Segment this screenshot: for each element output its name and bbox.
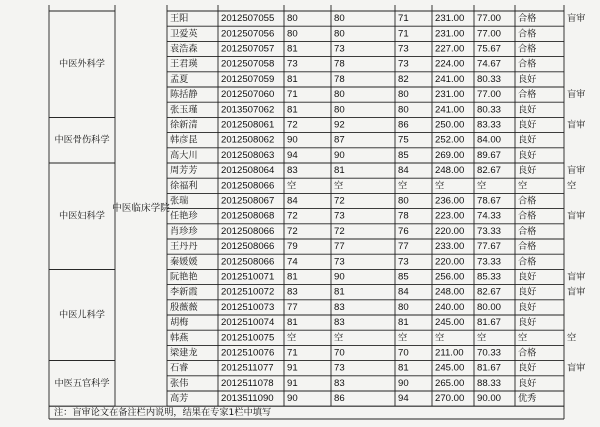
table-cell: 227.00 [435,43,465,55]
table-cell: 84 [398,286,409,298]
table-cell: 70 [398,347,409,359]
table-cell: 合格 [518,195,537,207]
table-cell: 高芳 [170,393,189,405]
table-cell: 91 [287,362,298,374]
table-cell: 良好 [518,134,537,146]
table-cell: 81 [334,286,345,298]
table-cell: 王君瑛 [170,58,198,70]
table-cell: 盲审 [567,362,586,374]
table-cell: 2012507057 [221,43,275,55]
table-cell: 92 [334,119,345,131]
table-cell: 盲审 [567,119,586,131]
table-cell: 2013507062 [221,104,275,116]
table-cell: 81 [398,362,409,374]
table-cell: 合格 [518,13,537,25]
table-cell: 89.67 [477,149,502,161]
table-cell: 270.00 [435,393,465,405]
table-cell: 81 [287,104,298,116]
table-cell: 阮艳艳 [170,271,198,283]
table-cell: 75 [398,134,409,146]
table-cell: 248.00 [435,286,465,298]
table-cell: 2012508067 [221,195,275,207]
table-cell: 70.33 [477,347,502,359]
table-cell: 240.00 [435,301,465,313]
department-name: 中医外科学 [59,58,105,70]
table-cell: 卫爱英 [170,28,198,40]
table-cell: 94 [398,393,409,405]
table-cell: 90 [287,134,298,146]
table-cell: 76 [398,225,409,237]
table-cell: 81 [287,73,298,85]
table-cell: 81 [334,165,345,177]
table-cell: 2012510072 [221,286,275,298]
table-cell: 合格 [518,241,537,253]
table-cell: 77.00 [477,13,502,25]
table-cell: 256.00 [435,271,465,283]
table-cell: 83 [334,317,345,329]
table-cell: 合格 [518,43,537,55]
table-cell: 73 [398,58,409,70]
table-cell: 72 [287,210,298,222]
table-cell: 82.67 [477,286,502,298]
table-cell: 肖珍珍 [170,225,198,237]
table-cell: 231.00 [435,89,465,101]
table-cell: 王阳 [170,13,189,25]
table-cell: 90.00 [477,393,502,405]
table-cell: 袁浩森 [170,43,198,55]
table-cell: 80 [287,28,298,40]
table-cell: 秦媛媛 [170,256,198,268]
table-cell: 合格 [518,347,537,359]
table-cell: 73 [334,362,345,374]
table-cell: 盲审 [567,165,586,177]
table-cell: 245.00 [435,317,465,329]
department-name: 中医儿科学 [59,309,105,321]
table-cell: 78 [334,73,345,85]
table-cell: 269.00 [435,149,465,161]
table-cell: 81 [287,271,298,283]
table-cell: 2012510074 [221,317,275,329]
table-cell: 石睿 [170,362,189,374]
table-cell: 合格 [518,58,537,70]
table-cell: 88.33 [477,377,502,389]
table-cell: 2012508064 [221,165,275,177]
table-cell: 空 [398,180,408,192]
table-cell: 良好 [518,362,537,374]
table-cell: 71 [287,347,298,359]
table-cell: 王丹丹 [170,241,198,253]
table-cell: 83 [334,377,345,389]
table-cell: 71 [398,28,409,40]
table-cell: 空 [567,332,577,344]
table-cell: 梁建龙 [170,347,198,359]
table-cell: 73 [398,43,409,55]
table-cell: 空 [435,180,445,192]
table-cell: 73.33 [477,225,502,237]
table-cell: 张瑞 [170,195,189,207]
table-cell: 71 [398,13,409,25]
table-cell: 83 [287,165,298,177]
table-cell: 李新霞 [170,286,198,298]
table-cell: 223.00 [435,210,465,222]
table-cell: 2012507056 [221,28,275,40]
table-cell: 徐福利 [170,180,198,192]
table-cell: 248.00 [435,165,465,177]
table-cell: 2012508063 [221,149,275,161]
table-cell: 84.00 [477,134,502,146]
table-cell: 空 [477,332,487,344]
table-cell: 合格 [518,256,537,268]
table-cell: 空 [435,332,445,344]
table-cell: 2012510075 [221,332,275,344]
table-cell: 71 [287,89,298,101]
table-cell: 良好 [518,317,537,329]
table-cell: 合格 [518,210,537,222]
table-cell: 79 [287,241,298,253]
table-cell: 73 [398,256,409,268]
table-cell: 2012508066 [221,180,275,192]
table-cell: 2012510073 [221,301,275,313]
table-cell: 73 [287,58,298,70]
table-cell: 81 [398,317,409,329]
table-cell: 陈括静 [170,89,198,101]
table-cell: 85.33 [477,271,502,283]
table-cell: 80.33 [477,104,502,116]
table-cell: 91 [287,377,298,389]
table-cell: 78 [398,210,409,222]
table-cell: 空 [518,332,528,344]
table-cell: 250.00 [435,119,465,131]
table-cell: 良好 [518,165,537,177]
table-cell: 72 [287,119,298,131]
table-cell: 220.00 [435,256,465,268]
table-cell: 良好 [518,286,537,298]
table-cell: 81 [287,317,298,329]
table-cell: 空 [287,332,297,344]
table-cell: 81.67 [477,317,502,329]
table-cell: 良好 [518,301,537,313]
table-cell: 2012507060 [221,89,275,101]
department-name: 中医妇科学 [59,210,105,222]
table-cell: 72 [334,225,345,237]
table-cell: 2012508066 [221,241,275,253]
table-cell: 73 [334,210,345,222]
table-cell: 90 [287,393,298,405]
department-name: 中医五官科学 [54,377,110,389]
table-cell: 73 [334,256,345,268]
table-cell: 空 [334,332,344,344]
table-cell: 85 [398,149,409,161]
table-cell: 良好 [518,73,537,85]
table-cell: 盲审 [567,286,586,298]
table-cell: 80 [398,104,409,116]
table-cell: 2012507059 [221,73,275,85]
table-cell: 高大川 [170,149,198,161]
table-cell: 良好 [518,271,537,283]
table-cell: 80 [334,104,345,116]
table-cell: 233.00 [435,241,465,253]
table-cell: 空 [398,332,408,344]
table-cell: 2012508068 [221,210,275,222]
table-cell: 73.33 [477,256,502,268]
table-cell: 86 [334,393,345,405]
table-cell: 84 [398,165,409,177]
table-cell: 盲审 [567,271,586,283]
table-cell: 87 [334,134,345,146]
table-cell: 77 [398,241,409,253]
table-cell: 孟夏 [170,73,189,85]
table-cell: 80 [398,195,409,207]
table-cell: 80 [334,28,345,40]
table-cell: 80.33 [477,73,502,85]
table-cell: 80 [334,89,345,101]
table-cell: 77.67 [477,241,502,253]
table-cell: 81 [287,43,298,55]
table-cell: 224.00 [435,58,465,70]
table-cell: 2013511090 [221,393,274,405]
table-cell: 2012508066 [221,256,275,268]
table-cell: 空 [287,180,297,192]
table-cell: 良好 [518,377,537,389]
table-cell: 80 [334,13,345,25]
table-cell: 空 [334,180,344,192]
table-cell: 74 [287,256,298,268]
table-cell: 2012507058 [221,58,275,70]
table-cell: 77 [287,301,298,313]
table-cell: 合格 [518,89,537,101]
table-cell: 72 [334,195,345,207]
table-cell: 合格 [518,28,537,40]
table-cell: 优秀 [518,393,537,405]
table-cell: 韩燕 [170,332,189,344]
table-cell: 78.67 [477,195,502,207]
table-cell: 2012507055 [221,13,275,25]
table-cell: 良好 [518,149,537,161]
table-cell: 盲审 [567,13,586,25]
table-cell: 良好 [518,119,537,131]
table-cell: 周芳芳 [170,165,198,177]
table-cell: 80 [398,89,409,101]
table-cell: 80 [287,13,298,25]
table-cell: 85 [398,271,409,283]
table-cell: 245.00 [435,362,465,374]
table-cell: 83 [287,286,298,298]
college-name: 中医临床学院 [112,203,170,215]
table-cell: 空 [567,180,577,192]
table-cell: 81.67 [477,362,502,374]
table-cell: 74.33 [477,210,502,222]
table-cell: 82 [398,73,409,85]
table-cell: 236.00 [435,195,465,207]
table-cell: 2012511078 [221,377,274,389]
table-cell: 2012508061 [221,119,275,131]
table-cell: 83.33 [477,119,502,131]
table-cell: 80 [398,301,409,313]
table-cell: 231.00 [435,28,465,40]
table-cell: 胡梅 [170,317,189,329]
table-cell: 72 [287,225,298,237]
table-cell: 90 [334,149,345,161]
table-cell: 90 [334,271,345,283]
table-cell: 韩彦昆 [170,134,198,146]
table-cell: 70 [334,347,345,359]
table-cell: 90 [398,377,409,389]
table-cell: 2012508066 [221,225,275,237]
table-cell: 2012510076 [221,347,275,359]
table-cell: 80.00 [477,301,502,313]
department-name: 中医骨伤科学 [54,134,110,146]
table-cell: 空 [518,180,528,192]
table-cell: 空 [477,180,487,192]
table-cell: 78 [334,58,345,70]
table-cell: 77.00 [477,89,502,101]
table-cell: 77.00 [477,28,502,40]
table-cell: 265.00 [435,377,465,389]
footer-note: 注：盲审论文在备注栏内说明，结果在专家1栏中填写 [54,407,272,419]
table-cell: 241.00 [435,104,465,116]
table-cell: 83 [334,301,345,313]
table-cell: 张伟 [170,377,189,389]
table-cell: 74.67 [477,58,502,70]
table-cell: 徐新清 [170,119,198,131]
table-cell: 75.67 [477,43,502,55]
table-cell: 82.67 [477,165,502,177]
table-cell: 盲审 [567,210,586,222]
table-cell: 241.00 [435,73,465,85]
table-cell: 殷薇薇 [170,301,198,313]
table-cell: 2012508062 [221,134,275,146]
table-cell: 盲审 [567,89,586,101]
table-cell: 86 [398,119,409,131]
table-cell: 94 [287,149,298,161]
table-cell: 合格 [518,225,537,237]
table-cell: 良好 [518,104,537,116]
table-cell: 73 [334,43,345,55]
table-cell: 84 [287,195,298,207]
table-cell: 2012511077 [221,362,274,374]
table-cell: 252.00 [435,134,465,146]
table-cell: 211.00 [435,347,464,359]
table-cell: 231.00 [435,13,465,25]
table-cell: 77 [334,241,345,253]
table-cell: 220.00 [435,225,465,237]
table-cell: 任艳珍 [170,210,198,222]
table-cell: 张玉瑾 [170,104,198,116]
table-cell: 2012510071 [221,271,275,283]
